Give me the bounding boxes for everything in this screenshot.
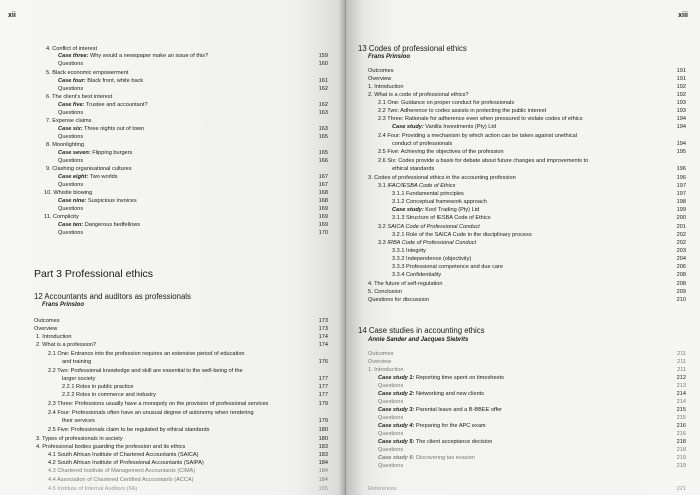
toc-entry: 4. The future of self-regulation 208 [368,281,686,287]
toc-entry: Case study 3: Parental leave and a B-BBEE offer 215 [378,407,686,413]
toc-entry: 2.2.2 Roles in commerce and industry 177 [62,392,328,398]
chapter-title: 14 Case studies in accounting ethics [358,326,485,335]
toc-entry: 4.1 South African Institute of Chartered Accountants (SAICA) 183 [48,452,328,458]
toc-entry: 4. Conflict of interest [46,46,98,52]
toc-entry: 11. Complicity 169 [44,214,328,220]
toc-entry: 4. Professional bodies guarding the profession and its ethics 183 [36,444,328,450]
toc-entry: 2.2 Two: Adherence to codes assists in protecting the public interest 193 [378,108,686,114]
toc-entry: 3.3.1 Integrity 203 [392,248,686,254]
toc-entry: their services 179 [62,418,328,424]
toc-entry: 2.6 Six: Codes provide a basis for debate about future changes and improvements to [378,158,589,164]
toc-entry: 1. Introduction 174 [36,334,328,340]
toc-entry: 1. Introduction 211 [368,367,686,373]
toc-entry: 2.5 Five: Professionals claim to be regulated by ethical standards 180 [48,427,328,433]
toc-entry: Case study: Kool Trading (Pty) Ltd 199 [392,207,686,213]
toc-entry: 2.5 Five: Achieving the objectives of the profession 195 [378,149,686,155]
toc-entry: 3.1.3 Structure of IESBA Code of Ethics 200 [392,215,686,221]
toc-entry: 5. Conclusion 209 [368,289,686,295]
toc-entry: Case three: Why would a newspaper make an issue of this? 159 [58,53,328,59]
part-title: Part 3 Professional ethics [34,268,154,280]
toc-entry: 6. The client's best interest [46,94,113,100]
toc-entry: Overview 173 [34,326,328,332]
toc-entry: Questions 165 [58,134,328,140]
toc-entry: 2.2.1 Roles in public practice 177 [62,384,328,390]
toc-entry: 2.3 Three: Professions usually have a monopoly on the provision of professional services 179 [48,401,328,407]
toc-entry: 10. Whistle blowing 168 [44,190,328,196]
toc-entry: 3.1.1 Fundamental principles 197 [392,191,686,197]
toc-entry: References 221 [368,486,686,492]
toc-entry: Outcomes 211 [368,351,686,357]
toc-entry: Case four: Black front, white back 161 [58,78,328,84]
toc-entry: 8. Moonlighting [46,142,84,148]
page-number-right: xiii [678,12,688,19]
toc-entry: 3.1.2 Conceptual framework approach 198 [392,199,686,205]
toc-entry: 5. Black economic empowerment [46,70,129,76]
toc-entry: ethical standards 196 [392,166,686,172]
toc-entry: 3.3 IRBA Code of Professional Conduct 202 [378,240,686,246]
toc-entry: Case seven: Flipping burgers 165 [58,150,328,156]
toc-entry: 3. Codes of professional ethics in the accounting profession 196 [368,175,686,181]
right-page [346,0,700,495]
left-page [0,0,346,495]
toc-entry: 7. Expense claims [46,118,92,124]
toc-entry: 3.2 SAICA Code of Professional Conduct 201 [378,224,686,230]
toc-entry: 1. Introduction 192 [368,84,686,90]
toc-entry: Case five: Trustee and accountant? 162 [58,102,328,108]
toc-entry: 4.2 South African Institute of Professional Accountants (SAIPA) 184 [48,460,328,466]
toc-entry: 3.3.2 Independence (objectivity) 204 [392,256,686,262]
toc-entry: 3.3.3 Professional competence and due care 206 [392,264,686,270]
toc-entry: and training 176 [62,359,328,365]
toc-entry: 3. Types of professionals in society 180 [36,436,328,442]
toc-entry: Case six: Three nights out of town 163 [58,126,328,132]
toc-entry: Outcomes 173 [34,318,328,324]
toc-entry: Case study 2: Networking and new clients 214 [378,391,686,397]
toc-entry: Questions 170 [58,230,328,236]
toc-entry: 2.2 Two: Professional knowledge and skill are essential to the well-being of the [48,368,243,374]
toc-entry: larger society 177 [62,376,328,382]
toc-entry: 2. What is a profession? 174 [36,342,328,348]
toc-entry: Case study 4: Preparing for the APC exam 216 [378,423,686,429]
toc-entry: Questions 160 [58,61,328,67]
toc-entry: Questions 213 [378,383,686,389]
toc-entry: Overview 211 [368,359,686,365]
toc-entry: Outcomes 191 [368,68,686,74]
chapter-author: Annie Sander and Jacques Siebrits [368,337,469,343]
toc-entry: 2. What is a code of professional ethics? 192 [368,92,686,98]
toc-entry: conduct of professionals 194 [392,141,686,147]
toc-entry: Questions 219 [378,463,686,469]
toc-entry: 4.5 Institute of Internal Auditors (IIA) 185 [48,486,328,492]
toc-entry: Questions for discussion 210 [368,297,686,303]
toc-entry: Questions 216 [378,431,686,437]
toc-entry: Case ten: Dangerous bedfellows 169 [58,222,328,228]
toc-entry: Questions 215 [378,415,686,421]
toc-entry: Questions 162 [58,86,328,92]
toc-entry: 3.2.1 Role of the SAICA Code in the disciplinary process 202 [392,232,686,238]
toc-entry: Questions 214 [378,399,686,405]
page-number-left: xii [8,12,16,19]
toc-entry: 2.4 Four: Providing a mechanism by which action can be taken against unethical [378,133,578,139]
toc-entry: Case study 6: Discovering tax evasion 219 [378,455,686,461]
toc-entry: 3.1 IFAC/IESBA Code of Ethics 197 [378,183,686,189]
toc-entry: 2.1 One: Entrance into the profession requires an extensive period of education [48,351,245,357]
toc-entry: Case study 1: Reporting time spent on timesheets 212 [378,375,686,381]
toc-entry: 4.4 Association of Chartered Certified Accountants (ACCA) 184 [48,477,328,483]
toc-entry: Questions 163 [58,110,328,116]
toc-entry: 3.3.4 Confidentiality 208 [392,272,686,278]
chapter-title: 13 Codes of professional ethics [358,44,467,53]
toc-entry: 4.3 Chartered Institute of Management Accountants (CIMA) 184 [48,468,328,474]
toc-entry: Case nine: Suspicious invoices 168 [58,198,328,204]
toc-entry: Questions 167 [58,182,328,188]
toc-entry: 2.4 Four: Professionals often have an unusual degree of autonomy when rendering [48,410,254,416]
toc-entry: 9. Clashing organisational cultures [46,166,132,172]
toc-entry: Case eight: Two worlds 167 [58,174,328,180]
toc-entry: 2.3 Three: Rationale for adherence even when pressured to violate codes of ethics 194 [378,116,686,122]
toc-entry: Questions 169 [58,206,328,212]
chapter-author: Frans Prinsloo [368,54,411,60]
chapter-author: Frans Prinsloo [42,302,85,308]
chapter-title: 12 Accountants and auditors as professionals [34,292,191,301]
toc-entry: Case study: Vanilla Investments (Pty) Ltd 194 [392,124,686,130]
toc-entry: 2.1 One: Guidance on proper conduct for professionals 193 [378,100,686,106]
toc-entry: Overview 191 [368,76,686,82]
toc-entry: Case study 5: The client acceptance decision 218 [378,439,686,445]
toc-entry: Questions 166 [58,158,328,164]
toc-entry: Questions 218 [378,447,686,453]
